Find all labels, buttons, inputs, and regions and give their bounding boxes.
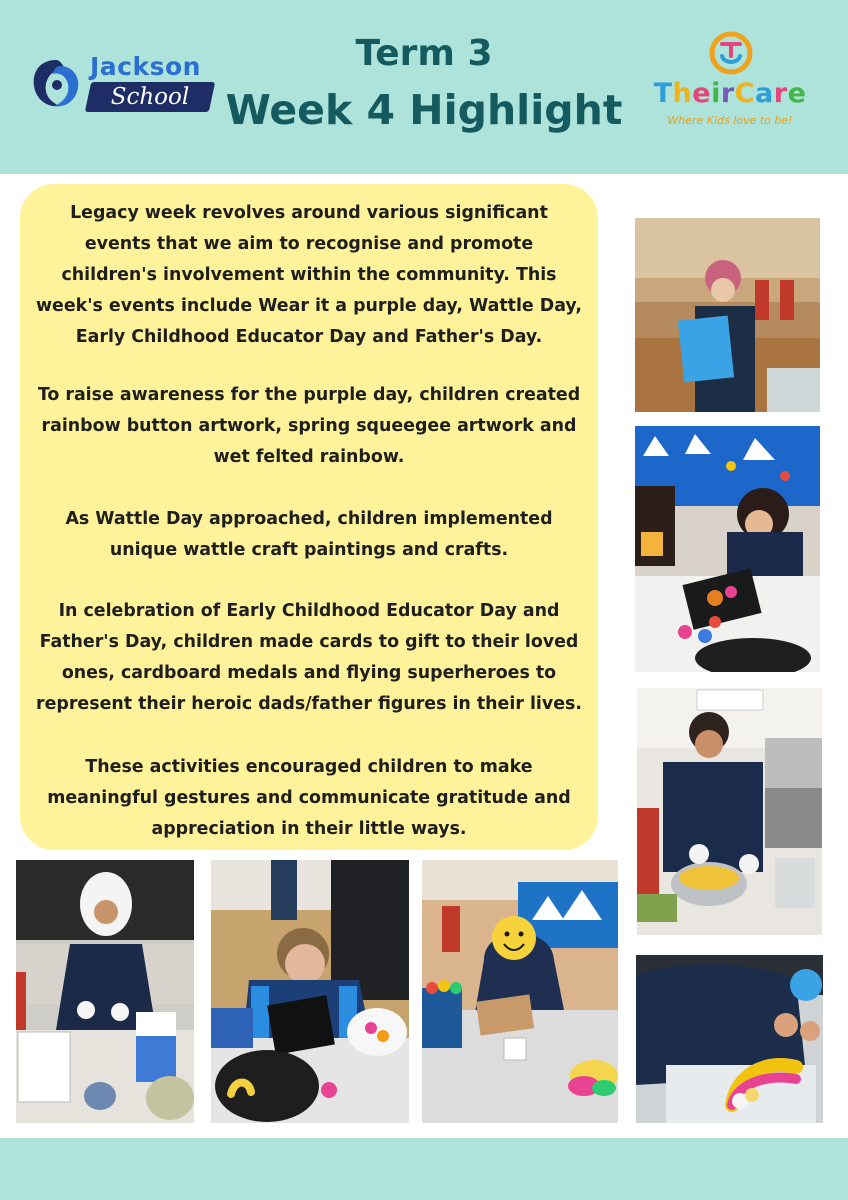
theircare-letter: e [692,78,712,109]
theircare-letter: i [711,78,721,109]
photo-boy-making-medal [211,860,409,1123]
photo-child-felting-rainbow [636,955,823,1123]
text-line: These activities encouraged children to make [85,757,533,777]
jackson-school-logo [26,50,216,120]
theircare-wordmark [640,78,820,109]
paragraph-wattle-day [20,504,598,566]
text-line: wet felted rainbow. [213,447,405,467]
photo-child-in-hijab-cooking [16,860,194,1123]
text-line: In celebration of Early Childhood Educator Day and [58,601,560,621]
text-line: Father's Day, children made cards to gift to their loved [39,632,579,652]
theircare-letter: r [773,78,788,109]
school-logo-word-jackson: Jackson [90,52,201,81]
theircare-letter: a [755,78,774,109]
theircare-letter: T [653,78,673,109]
text-line: To raise awareness for the purple day, children created [37,385,581,405]
title-line-highlight: Week 4 Highlight [225,86,623,134]
article-panel [20,184,598,850]
photo-child-with-smiley-at-craft-table [422,860,618,1123]
text-line: Legacy week revolves around various significant [70,203,548,223]
text-line: unique wattle craft paintings and crafts. [109,540,509,560]
page-title [212,28,636,140]
theircare-letter: C [734,78,755,109]
theircare-letter: h [672,78,693,109]
photo-child-holding-blue-paper [635,218,820,412]
school-logo-mark-icon [26,54,86,114]
text-line: events that we aim to recognise and promote [84,234,534,254]
theircare-smile-icon [708,30,754,76]
title-line-term: Term 3 [355,33,493,74]
footer-band [0,1138,848,1200]
theircare-logo [640,30,820,130]
school-logo-word-school: School [110,84,190,110]
school-logo-word-box [85,82,215,112]
text-line: children's involvement within the community. This [61,265,557,285]
paragraph-legacy-week [20,198,598,353]
text-line: Early Childhood Educator Day and Father's Day. [75,327,543,347]
paragraph-educator-fathers-day [20,596,598,720]
text-line: ones, cardboard medals and flying superheroes to [61,663,557,683]
text-line: represent their heroic dads/father figures in their lives. [36,694,582,714]
photo-child-painting-at-table [635,426,820,672]
text-line: appreciation in their little ways. [151,819,467,839]
photo-child-whisking-bowl [637,688,822,935]
text-line: meaningful gestures and communicate gratitude and [47,788,571,808]
theircare-letter: e [787,78,807,109]
theircare-letter: r [720,78,735,109]
text-line: rainbow button artwork, spring squeegee artwork and [41,416,577,436]
theircare-tagline: Where Kids love to be! [667,114,793,127]
text-line: week's events include Wear it a purple day, Wattle Day, [35,296,583,316]
paragraph-purple-day [20,380,598,473]
text-line: As Wattle Day approached, children implemented [65,509,553,529]
paragraph-conclusion [20,752,598,845]
